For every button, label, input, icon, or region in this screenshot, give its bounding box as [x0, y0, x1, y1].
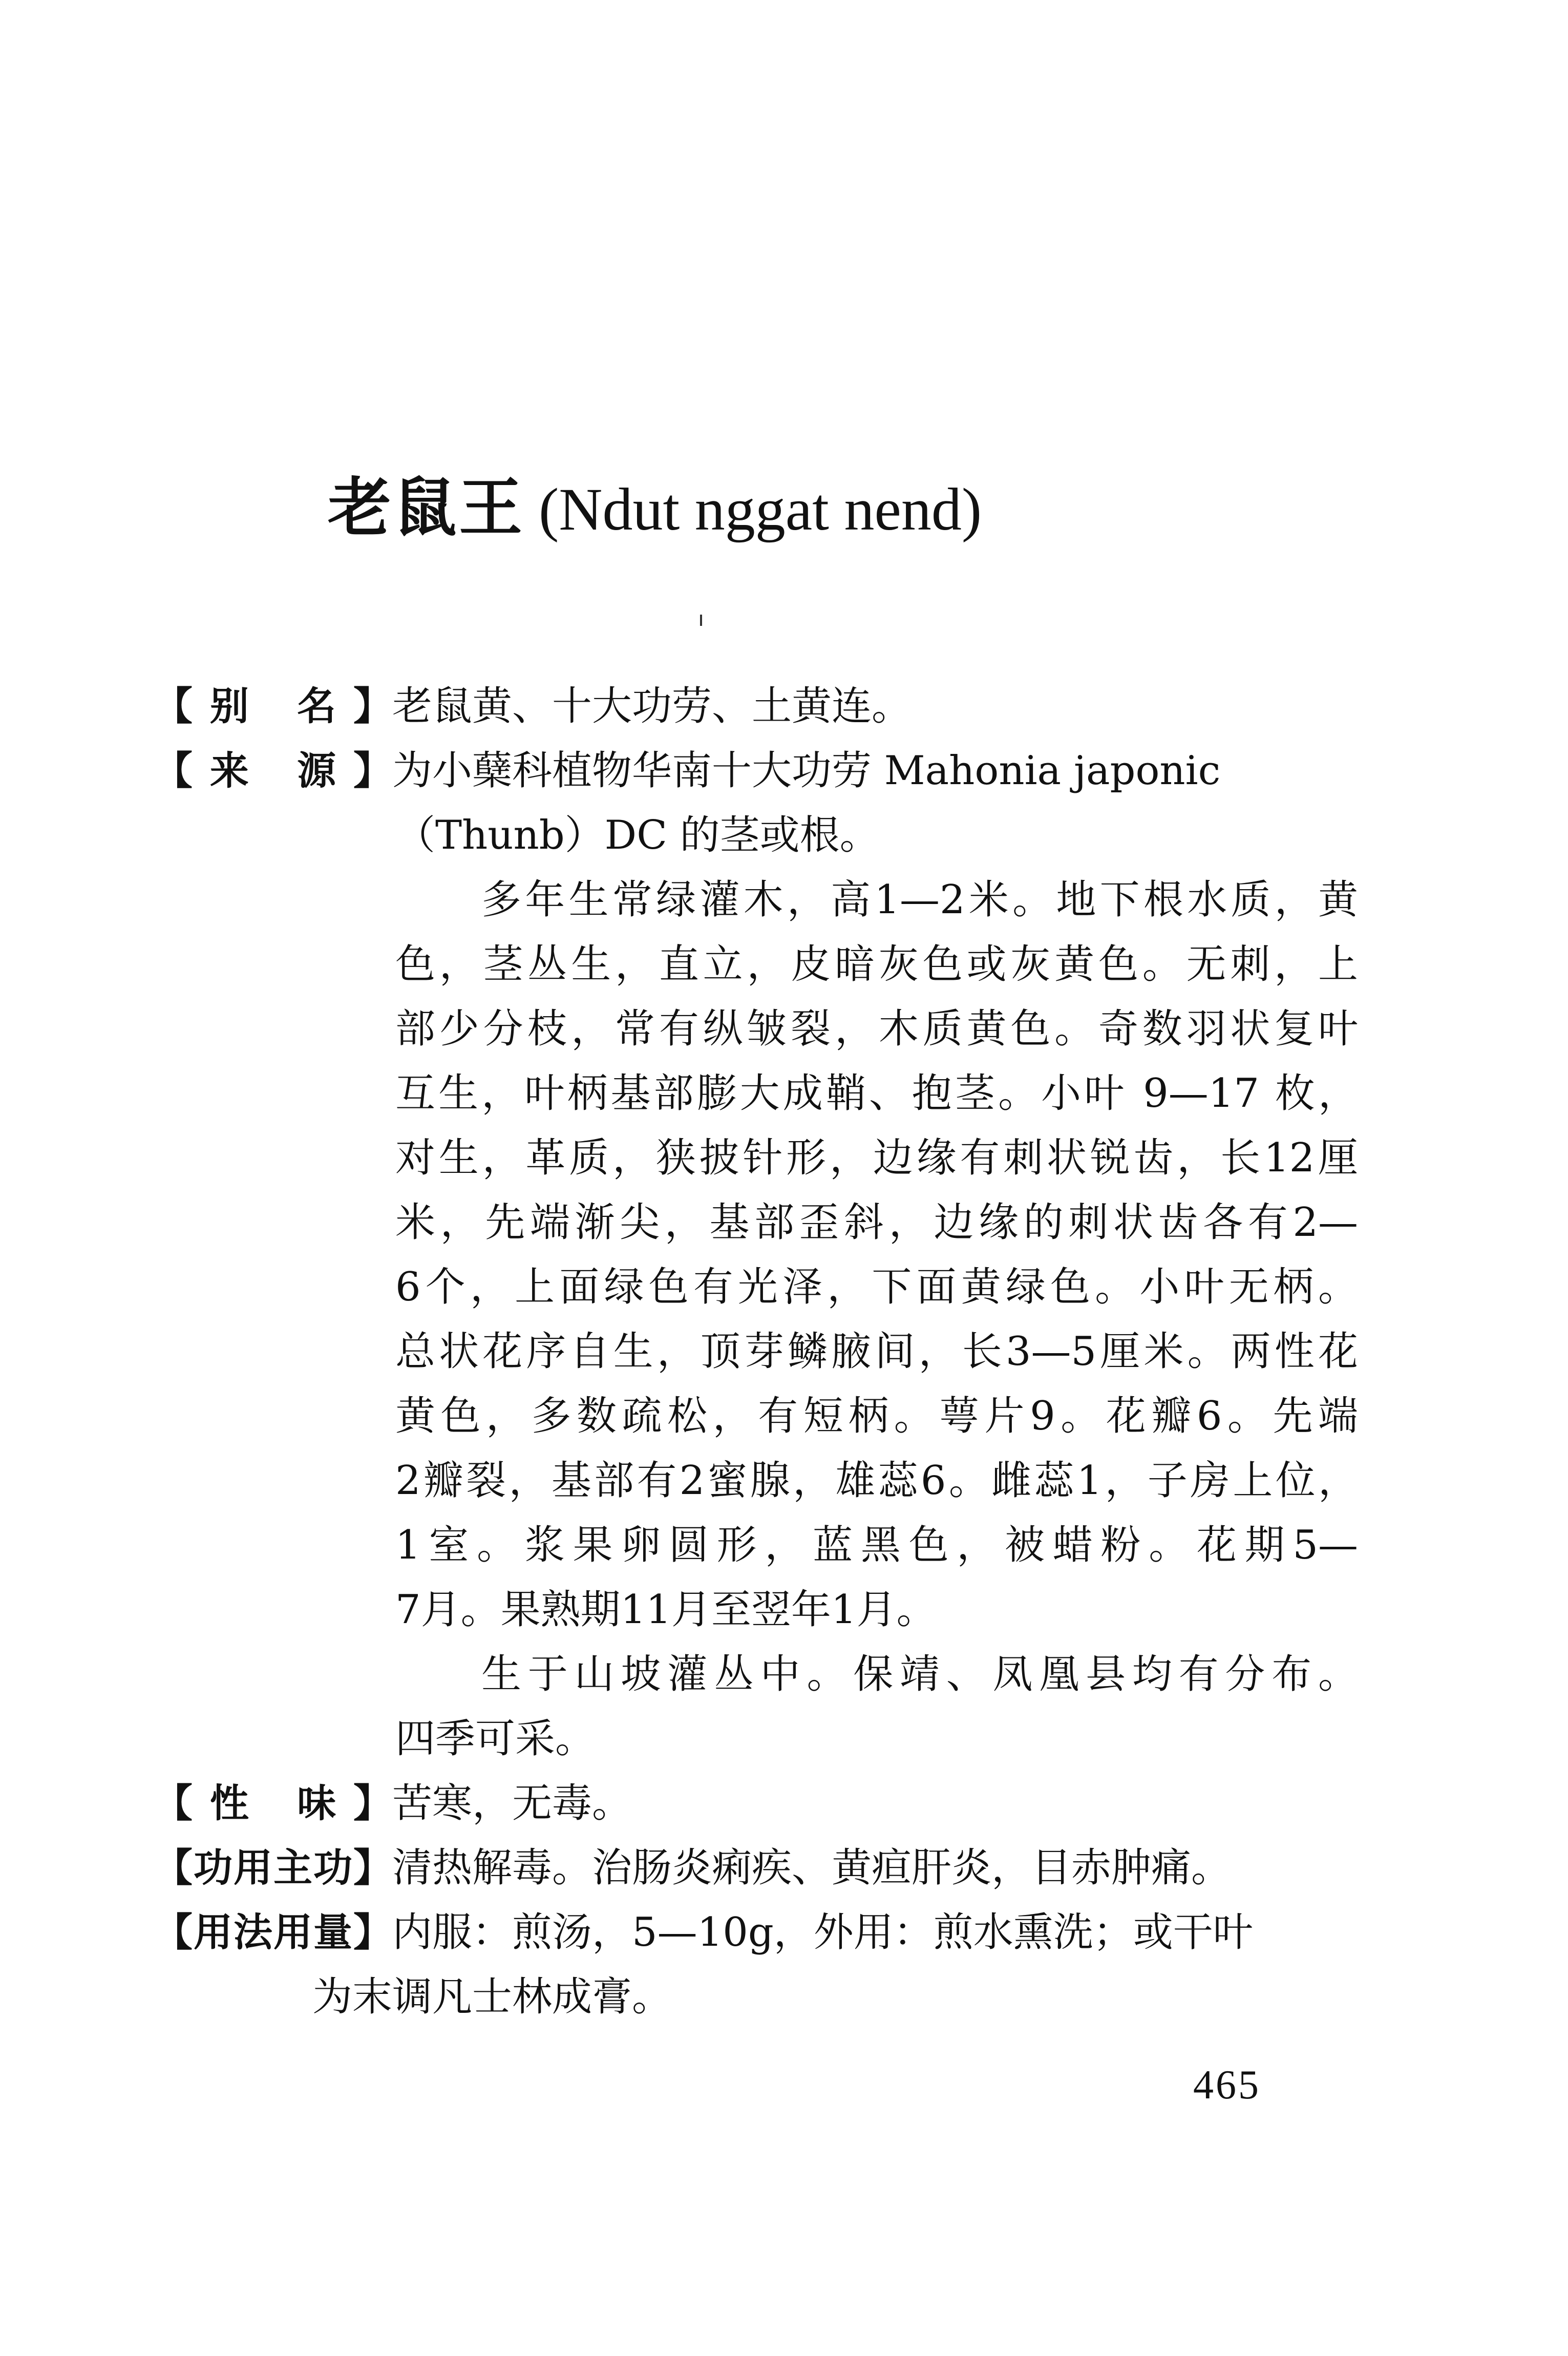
source-text-line2: （Thunb）DC 的茎或根。	[395, 812, 880, 858]
usage-text-line2: 为末调凡士林成膏。	[312, 1974, 672, 2020]
function-label: 【功用主功】	[154, 1845, 392, 1890]
scan-mark	[700, 615, 702, 626]
taste-text: 苦寒，无毒。	[392, 1780, 632, 1826]
usage-entry	[154, 1902, 1357, 1963]
page-title	[328, 471, 982, 545]
alias-label: 【别 名】	[154, 683, 392, 729]
source-label: 【来 源】	[154, 748, 392, 793]
taste-entry	[154, 1773, 1357, 1834]
description-line: 黄色，多数疏松，有短柄。萼片9。花瓣6。先端	[395, 1393, 1358, 1439]
description-line: 7月。果熟期11月至翌年1月。	[395, 1587, 937, 1633]
description-line: 6个，上面绿色有光泽，下面黄绿色。小叶无柄。	[395, 1264, 1358, 1310]
usage-label: 【用法用量】	[154, 1909, 392, 1955]
description-line: 2瓣裂，基部有2蜜腺，雄蕊6。雌蕊1，子房上位，	[395, 1458, 1358, 1504]
description-line: 互生，叶柄基部膨大成鞘、抱茎。小叶 9—17 枚，	[395, 1070, 1358, 1117]
description-line: 对生，革质，狭披针形，边缘有刺状锐齿，长12厘	[395, 1135, 1358, 1181]
usage-text-line1: 内服：煎汤，5—10g，外用：煎水熏洗；或干叶	[392, 1909, 1253, 1955]
page-number: 465	[1193, 2063, 1261, 2108]
taste-label: 【性 味】	[154, 1780, 392, 1826]
description-line: 色，茎丛生，直立，皮暗灰色或灰黄色。无刺，上	[395, 941, 1358, 987]
title-chinese: 老鼠王	[328, 471, 525, 545]
description-line: 多年生常绿灌木，高1—2米。地下根水质，黄	[481, 877, 1358, 923]
description-line: 部少分枝，常有纵皱裂，木质黄色。奇数羽状复叶	[395, 1006, 1358, 1052]
alias-text: 老鼠黄、十大功劳、土黄连。	[392, 683, 912, 729]
alias-entry	[154, 676, 1357, 737]
habitat-line: 生于山坡灌丛中。保靖、凤凰县均有分布。	[481, 1651, 1358, 1697]
title-latin: (Ndut nggat nend)	[539, 476, 982, 543]
function-text: 清热解毒。治肠炎痢疾、黄疸肝炎，目赤肿痛。	[392, 1845, 1232, 1891]
source-text-line1: 为小蘖科植物华南十大功劳 Mahonia japonic	[392, 748, 1221, 794]
function-entry	[154, 1838, 1357, 1898]
description-line: 总状花序自生，顶芽鳞腋间，长3—5厘米。两性花	[395, 1329, 1358, 1375]
description-line: 米，先端渐尖，基部歪斜，边缘的刺状齿各有2—	[395, 1200, 1358, 1246]
habitat-line: 四季可采。	[395, 1716, 596, 1762]
source-entry	[154, 741, 1357, 801]
description-line: 1室。浆果卵圆形，蓝黑色，被蜡粉。花期5—	[395, 1522, 1358, 1568]
